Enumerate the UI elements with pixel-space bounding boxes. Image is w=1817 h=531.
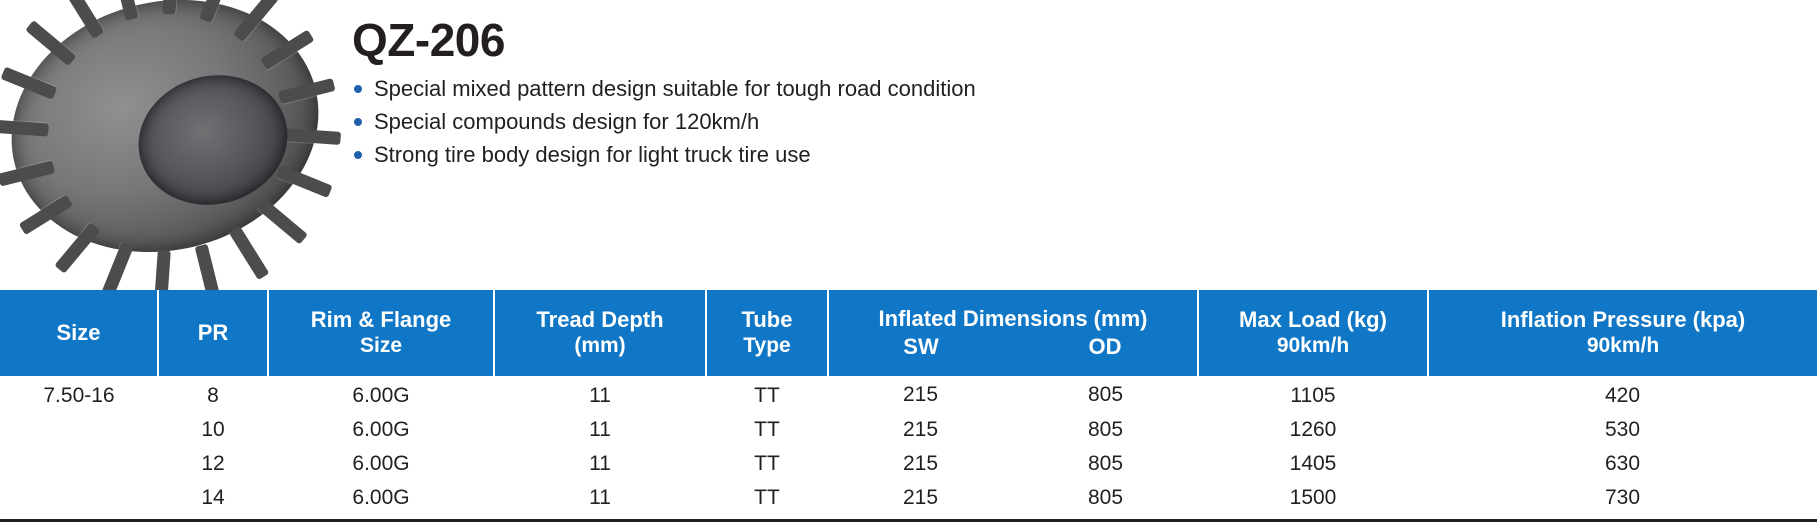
cell-tube-type: TT <box>754 384 780 407</box>
cell-max-load: 1500 <box>1289 486 1337 509</box>
cell-inflated-dimensions <box>828 376 1198 413</box>
cell-size: 7.50-16 <box>43 384 115 407</box>
table-row <box>0 447 1817 481</box>
column-header-rim-flange <box>268 290 494 376</box>
column-header-max-load-line1: Max Load (kg) <box>1239 307 1387 332</box>
cell-tread-depth: 11 <box>589 384 611 407</box>
column-header-tread-depth-unit: (mm) <box>574 334 626 357</box>
cell-size <box>0 413 158 447</box>
table-bottom-rule <box>0 519 1817 522</box>
cell-max-load: 1405 <box>1289 452 1337 475</box>
cell-inflation-pressure: 730 <box>1604 486 1641 509</box>
cell-size <box>0 481 158 515</box>
cell-inflation-pressure: 530 <box>1604 418 1641 441</box>
cell-od: 805 <box>1087 382 1124 406</box>
column-header-tube-line1: Tube <box>741 307 793 332</box>
product-title: QZ-206 <box>352 14 505 66</box>
cell-od: 805 <box>1087 452 1124 475</box>
column-header-rim-flange-line2: Size <box>359 334 403 357</box>
column-header-inflation-pressure-speed: 90km/h <box>1586 334 1660 357</box>
cell-rim-flange: 6.00G <box>352 486 410 509</box>
cell-inflated-dimensions <box>828 413 1198 447</box>
cell-inflation-pressure: 630 <box>1604 452 1641 475</box>
bullet-dot-icon <box>354 118 362 126</box>
cell-inflated-dimensions <box>828 481 1198 515</box>
cell-rim-flange: 6.00G <box>352 384 410 407</box>
tire-product-image <box>10 2 340 254</box>
cell-tread-depth: 11 <box>589 452 611 475</box>
column-header-inflated-dimensions <box>828 290 1198 376</box>
column-header-pr: PR <box>158 290 268 376</box>
bullet-dot-icon <box>354 85 362 93</box>
feature-item <box>352 138 1452 171</box>
cell-tube-type: TT <box>754 486 780 509</box>
table-row <box>0 481 1817 515</box>
feature-text: Special mixed pattern design suitable for tough road condition <box>374 76 976 102</box>
column-header-inflated-subcolumns <box>829 334 1197 364</box>
column-header-rim-flange-line1: Rim & Flange <box>310 307 452 332</box>
table-row <box>0 413 1817 447</box>
column-header-od: OD <box>1088 334 1122 359</box>
cell-tube-type: TT <box>754 452 780 475</box>
cell-pr: 10 <box>201 418 225 441</box>
feature-text: Special compounds design for 120km/h <box>374 109 760 135</box>
cell-tread-depth: 11 <box>589 418 611 441</box>
cell-rim-flange: 6.00G <box>352 452 410 475</box>
cell-sw: 215 <box>902 452 939 475</box>
cell-size <box>0 447 158 481</box>
cell-pr: 14 <box>201 486 225 509</box>
specification-table <box>0 290 1817 515</box>
column-header-sw: SW <box>903 334 939 359</box>
column-header-max-load <box>1198 290 1428 376</box>
column-header-inflation-pressure <box>1428 290 1817 376</box>
cell-inflated-dimensions <box>828 447 1198 481</box>
column-header-size: Size <box>0 290 158 376</box>
cell-sw: 215 <box>902 382 939 406</box>
table-row <box>0 376 1817 413</box>
column-header-inflated-dimensions-title: Inflated Dimensions (mm) <box>878 306 1148 331</box>
cell-od: 805 <box>1087 486 1124 509</box>
product-text-block <box>352 16 1452 171</box>
cell-tube-type: TT <box>754 418 780 441</box>
column-header-max-load-speed: 90km/h <box>1276 334 1350 357</box>
feature-item <box>352 72 1452 105</box>
table-header <box>0 290 1817 376</box>
feature-text: Strong tire body design for light truck tire use <box>374 142 811 168</box>
cell-max-load: 1260 <box>1289 418 1337 441</box>
column-header-tread-depth-line1: Tread Depth <box>536 307 664 332</box>
table-body <box>0 376 1817 515</box>
column-header-tread-depth <box>494 290 706 376</box>
cell-od: 805 <box>1087 418 1124 441</box>
table-header-row <box>0 290 1817 376</box>
cell-inflation-pressure: 420 <box>1604 384 1641 407</box>
product-feature-list <box>352 72 1452 171</box>
cell-pr: 12 <box>201 452 225 475</box>
cell-sw: 215 <box>902 418 939 441</box>
cell-rim-flange: 6.00G <box>352 418 410 441</box>
column-header-tube-line2: Type <box>743 334 791 357</box>
feature-item <box>352 105 1452 138</box>
column-header-inflation-pressure-line1: Inflation Pressure (kpa) <box>1500 307 1746 332</box>
cell-max-load: 1105 <box>1290 384 1336 407</box>
cell-pr: 8 <box>207 384 219 407</box>
cell-tread-depth: 11 <box>589 486 611 509</box>
cell-sw: 215 <box>902 486 939 509</box>
column-header-tube-type <box>706 290 828 376</box>
bullet-dot-icon <box>354 151 362 159</box>
